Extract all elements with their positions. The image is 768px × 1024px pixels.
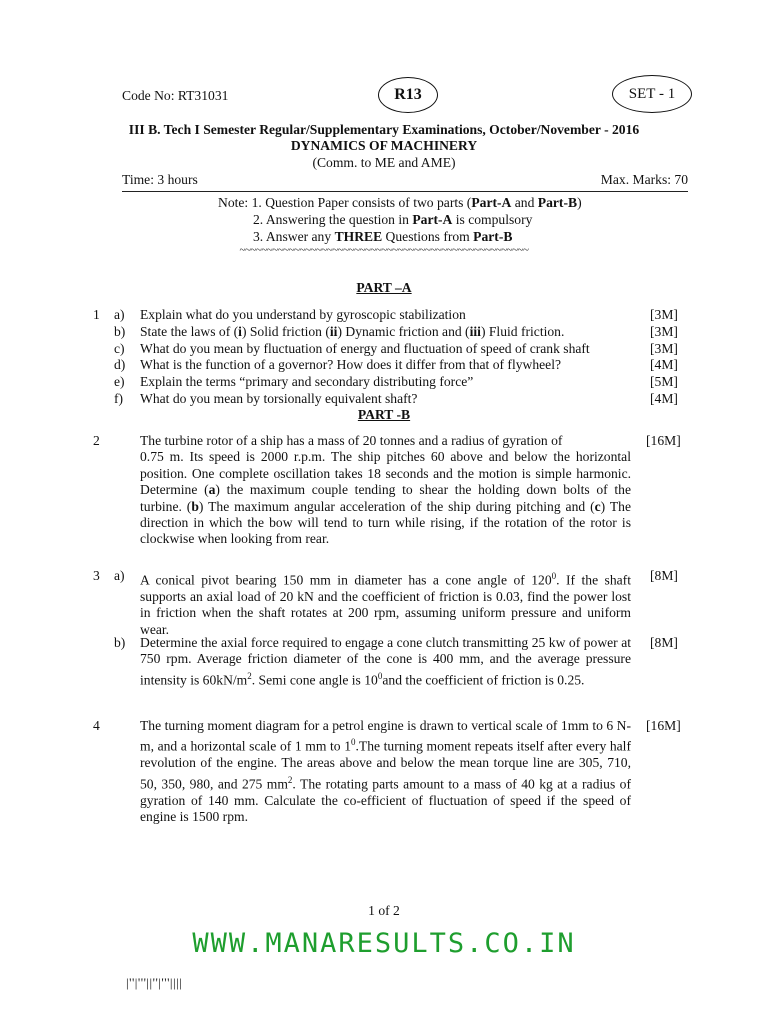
text-part: ) Dynamic friction and ( — [337, 324, 470, 339]
text-bold: b — [191, 498, 199, 514]
sub-label: a) — [114, 568, 125, 583]
question-number: 4 — [93, 718, 100, 733]
note-text: and — [511, 195, 538, 210]
text-bold: a — [208, 482, 216, 498]
question-text-line-1: The turbine rotor of a ship has a mass of 20 tonnes and a radius of gyration of — [140, 433, 563, 448]
marks: [5M] — [650, 374, 678, 389]
subject-title: DYNAMICS OF MACHINERY — [290, 138, 478, 153]
text-part: and the coefficient of friction is 0.25. — [382, 672, 585, 688]
question-text: What is the function of a governor? How does it differ from that of flywheel? — [140, 357, 562, 372]
marks: [8M] — [650, 568, 678, 583]
part-b-heading: PART -B — [357, 407, 411, 422]
exam-title: III B. Tech I Semester Regular/Supplementary Examinations, October/November - 2016 — [128, 122, 640, 137]
note-text: Questions from — [382, 229, 474, 245]
barcode: |''|'''||''|'''|||| — [126, 975, 183, 990]
text-part: ) the maximum couple tending to shear the holding down bolts of the turbine. ( — [140, 482, 631, 514]
set-badge — [612, 75, 692, 113]
superscript: 0 — [551, 571, 557, 581]
text-bold: iii — [469, 324, 481, 339]
watermark-url[interactable]: WWW.MANARESULTS.CO.IN — [192, 928, 576, 959]
note-text: 2. Answering the question in — [253, 212, 413, 228]
note-text: is compulsory — [452, 212, 533, 228]
text-part: . The rotating parts amount to a mass of 40 kg at a radius of gyration of 140 mm. Calculate the co-efficient of fluctuation of speed if the speed of engine is 1500 rpm. — [140, 776, 631, 825]
code-number: Code No: RT31031 — [122, 88, 229, 103]
text-part: A conical pivot bearing 150 mm in diameter has a cone angle of 120 — [140, 572, 552, 588]
note-line-1 — [218, 194, 582, 211]
page-number: 1 of 2 — [368, 903, 400, 918]
sub-label: b) — [114, 635, 126, 650]
common-to: (Comm. to ME and AME) — [312, 155, 456, 170]
marks: [16M] — [646, 718, 681, 733]
note-bold: Part-A — [412, 212, 453, 228]
max-marks: Max. Marks: 70 — [600, 172, 688, 187]
regulation-label: R13 — [394, 86, 422, 103]
note-bold: THREE — [334, 229, 383, 245]
sub-label: c) — [114, 341, 125, 356]
question-text — [140, 324, 631, 340]
note-bold: Part-B — [473, 229, 513, 245]
question-text — [140, 449, 631, 547]
note-bold: Part-A — [471, 195, 512, 210]
text-part: ) The maximum angular acceleration of the ship during pitching and ( — [198, 498, 595, 514]
text-part: State the laws of ( — [140, 324, 239, 339]
question-number: 2 — [93, 433, 100, 448]
note-text: Note: 1. Question Paper consists of two parts ( — [218, 195, 472, 210]
marks: [3M] — [650, 341, 678, 356]
text-part: . If the shaft supports an axial load of 20 kN and the coefficient of friction is 0.03, find the power lost in friction when the shaft rotates at 200 rpm, assuming uniform pressure and uniform wear. — [140, 572, 631, 637]
instructions — [218, 194, 582, 246]
text-part: The turning moment diagram for a petrol engine is drawn to vertical scale of 1mm to 6 N-m, and a horizontal scale of 1 mm to 1 — [140, 718, 631, 754]
question-text: What do you mean by fluctuation of energy and fluctuation of speed of crank shaft — [140, 341, 590, 356]
note-line-2 — [218, 211, 582, 228]
question-number: 1 — [93, 307, 100, 322]
text-bold: c — [594, 498, 601, 514]
header-divider — [122, 191, 688, 192]
sub-label: d) — [114, 357, 126, 372]
marks: [16M] — [646, 433, 681, 448]
text-part: ) Solid friction ( — [241, 324, 330, 339]
sub-label: b) — [114, 324, 126, 339]
superscript: 2 — [247, 670, 252, 681]
question-text — [140, 635, 631, 689]
question-text: Explain what do you understand by gyroscopic stabilization — [140, 307, 466, 322]
text-part: .The turning moment repeats itself after every half revolution of the engine. The areas above and below the mean torque line are 305, 710, 50, 350, 980, and 275 mm — [140, 738, 631, 792]
marks: [4M] — [650, 391, 678, 406]
superscript: 0 — [351, 737, 356, 748]
marks: [3M] — [650, 307, 678, 322]
separator-line: ~~~~~~~~~~~~~~~~~~~~~~~~~~~~~~~~~~~~~~~~~~~~~~~~~~~~~ — [239, 244, 529, 256]
regulation-badge — [378, 77, 438, 113]
sub-label: e) — [114, 374, 125, 389]
sub-label: a) — [114, 307, 125, 322]
text-part: ) The direction in which the bow will tend to turn while rising, if the rotation of the rotor is clockwise when looking from rear. — [140, 498, 631, 547]
text-part: Determine the axial force required to engage a cone clutch transmitting 25 kw of power at 750 rpm. Average friction diameter of the cone is 400 mm, and the average pressure intensity is 60kN/m — [140, 635, 631, 688]
marks: [3M] — [650, 324, 678, 339]
set-label: SET - 1 — [628, 85, 676, 102]
text-part: ) Fluid friction. — [480, 324, 565, 339]
text-part: . Semi cone angle is 10 — [251, 672, 378, 688]
question-text: What do you mean by torsionally equivalent shaft? — [140, 391, 418, 406]
question-text: Explain the terms “primary and secondary distributing force” — [140, 374, 474, 389]
question-number: 3 — [93, 568, 100, 583]
text-bold: ii — [329, 324, 338, 339]
note-bold: Part-B — [537, 195, 578, 210]
note-text: ) — [577, 195, 582, 210]
question-text — [140, 568, 631, 638]
sub-label: f) — [114, 391, 124, 406]
superscript: 0 — [377, 670, 383, 681]
note-text: 3. Answer any — [253, 229, 335, 245]
exam-time: Time: 3 hours — [122, 172, 198, 187]
marks: [8M] — [650, 635, 678, 650]
part-a-heading: PART –A — [356, 280, 412, 295]
superscript: 2 — [287, 774, 293, 785]
text-part: 0.75 m. Its speed is 2000 r.p.m. The ship pitches 60 above and below the horizontal position. One complete oscillation takes 18 seconds and the motion is simple harmonic. Determine ( — [140, 449, 631, 498]
question-text — [140, 718, 631, 826]
text-bold: i — [238, 324, 242, 339]
marks: [4M] — [650, 357, 678, 372]
